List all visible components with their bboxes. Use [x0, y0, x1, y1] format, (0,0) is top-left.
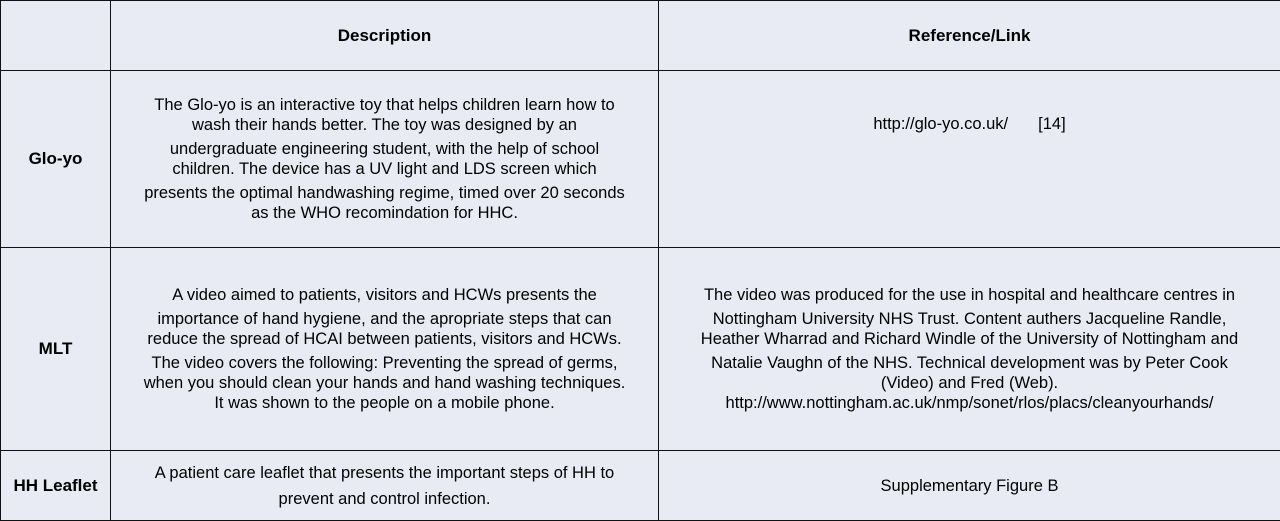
description-line: as the WHO recomindation for HHC.: [117, 203, 652, 223]
description-line: It was shown to the people on a mobile phone.: [117, 393, 652, 413]
reference-cell: [659, 248, 1280, 451]
reference-cell: [659, 71, 1280, 248]
header-row: [1, 1, 1280, 71]
description-line: importance of hand hygiene, and the apropriate steps that can: [117, 309, 652, 329]
description-line: A video aimed to patients, visitors and HCWs presents the: [117, 285, 652, 305]
row-label: Glo-yo: [1, 71, 111, 248]
description-cell: [111, 248, 659, 451]
table-row: [1, 71, 1280, 248]
reference-line: Natalie Vaughn of the NHS. Technical development was by Peter Cook: [665, 353, 1274, 373]
description-line: presents the optimal handwashing regime, timed over 20 seconds: [117, 183, 652, 203]
reference-line: Heather Wharrad and Richard Windle of the University of Nottingham and: [665, 329, 1274, 349]
description-line: The Glo-yo is an interactive toy that helps children learn how to: [117, 95, 652, 115]
description-line: reduce the spread of HCAI between patients, visitors and HCWs.: [117, 329, 652, 349]
row-label: MLT: [1, 248, 111, 451]
description-cell: [111, 71, 659, 248]
reference-citation: [14]: [1038, 115, 1066, 133]
header-description: Description: [111, 1, 659, 71]
row-label: HH Leaflet: [1, 451, 111, 521]
header-blank-cell: [1, 1, 111, 71]
description-line: wash their hands better. The toy was designed by an: [117, 115, 652, 135]
description-cell: [111, 451, 659, 521]
description-line: prevent and control infection.: [117, 489, 652, 509]
description-line: when you should clean your hands and hand washing techniques.: [117, 373, 652, 393]
reference-text: Supplementary Figure B: [665, 476, 1274, 496]
reference-line: The video was produced for the use in hospital and healthcare centres in: [665, 285, 1274, 305]
reference-cell: [659, 451, 1280, 521]
reference-line: (Video) and Fred (Web).: [665, 373, 1274, 393]
description-line: children. The device has a UV light and LDS screen which: [117, 159, 652, 179]
description-line: A patient care leaflet that presents the important steps of HH to: [117, 463, 652, 483]
reference-line: Nottingham University NHS Trust. Content authers Jacqueline Randle,: [665, 309, 1274, 329]
description-line: The video covers the following: Preventing the spread of germs,: [117, 353, 652, 373]
header-reference: Reference/Link: [659, 1, 1280, 71]
table-row: [1, 248, 1280, 451]
reference-link[interactable]: http://www.nottingham.ac.uk/nmp/sonet/rlos/placs/cleanyourhands/: [665, 393, 1274, 413]
description-line: undergraduate engineering student, with the help of school: [117, 139, 652, 159]
table-row: [1, 451, 1280, 521]
reference-link[interactable]: http://glo-yo.co.uk/: [873, 115, 1008, 133]
